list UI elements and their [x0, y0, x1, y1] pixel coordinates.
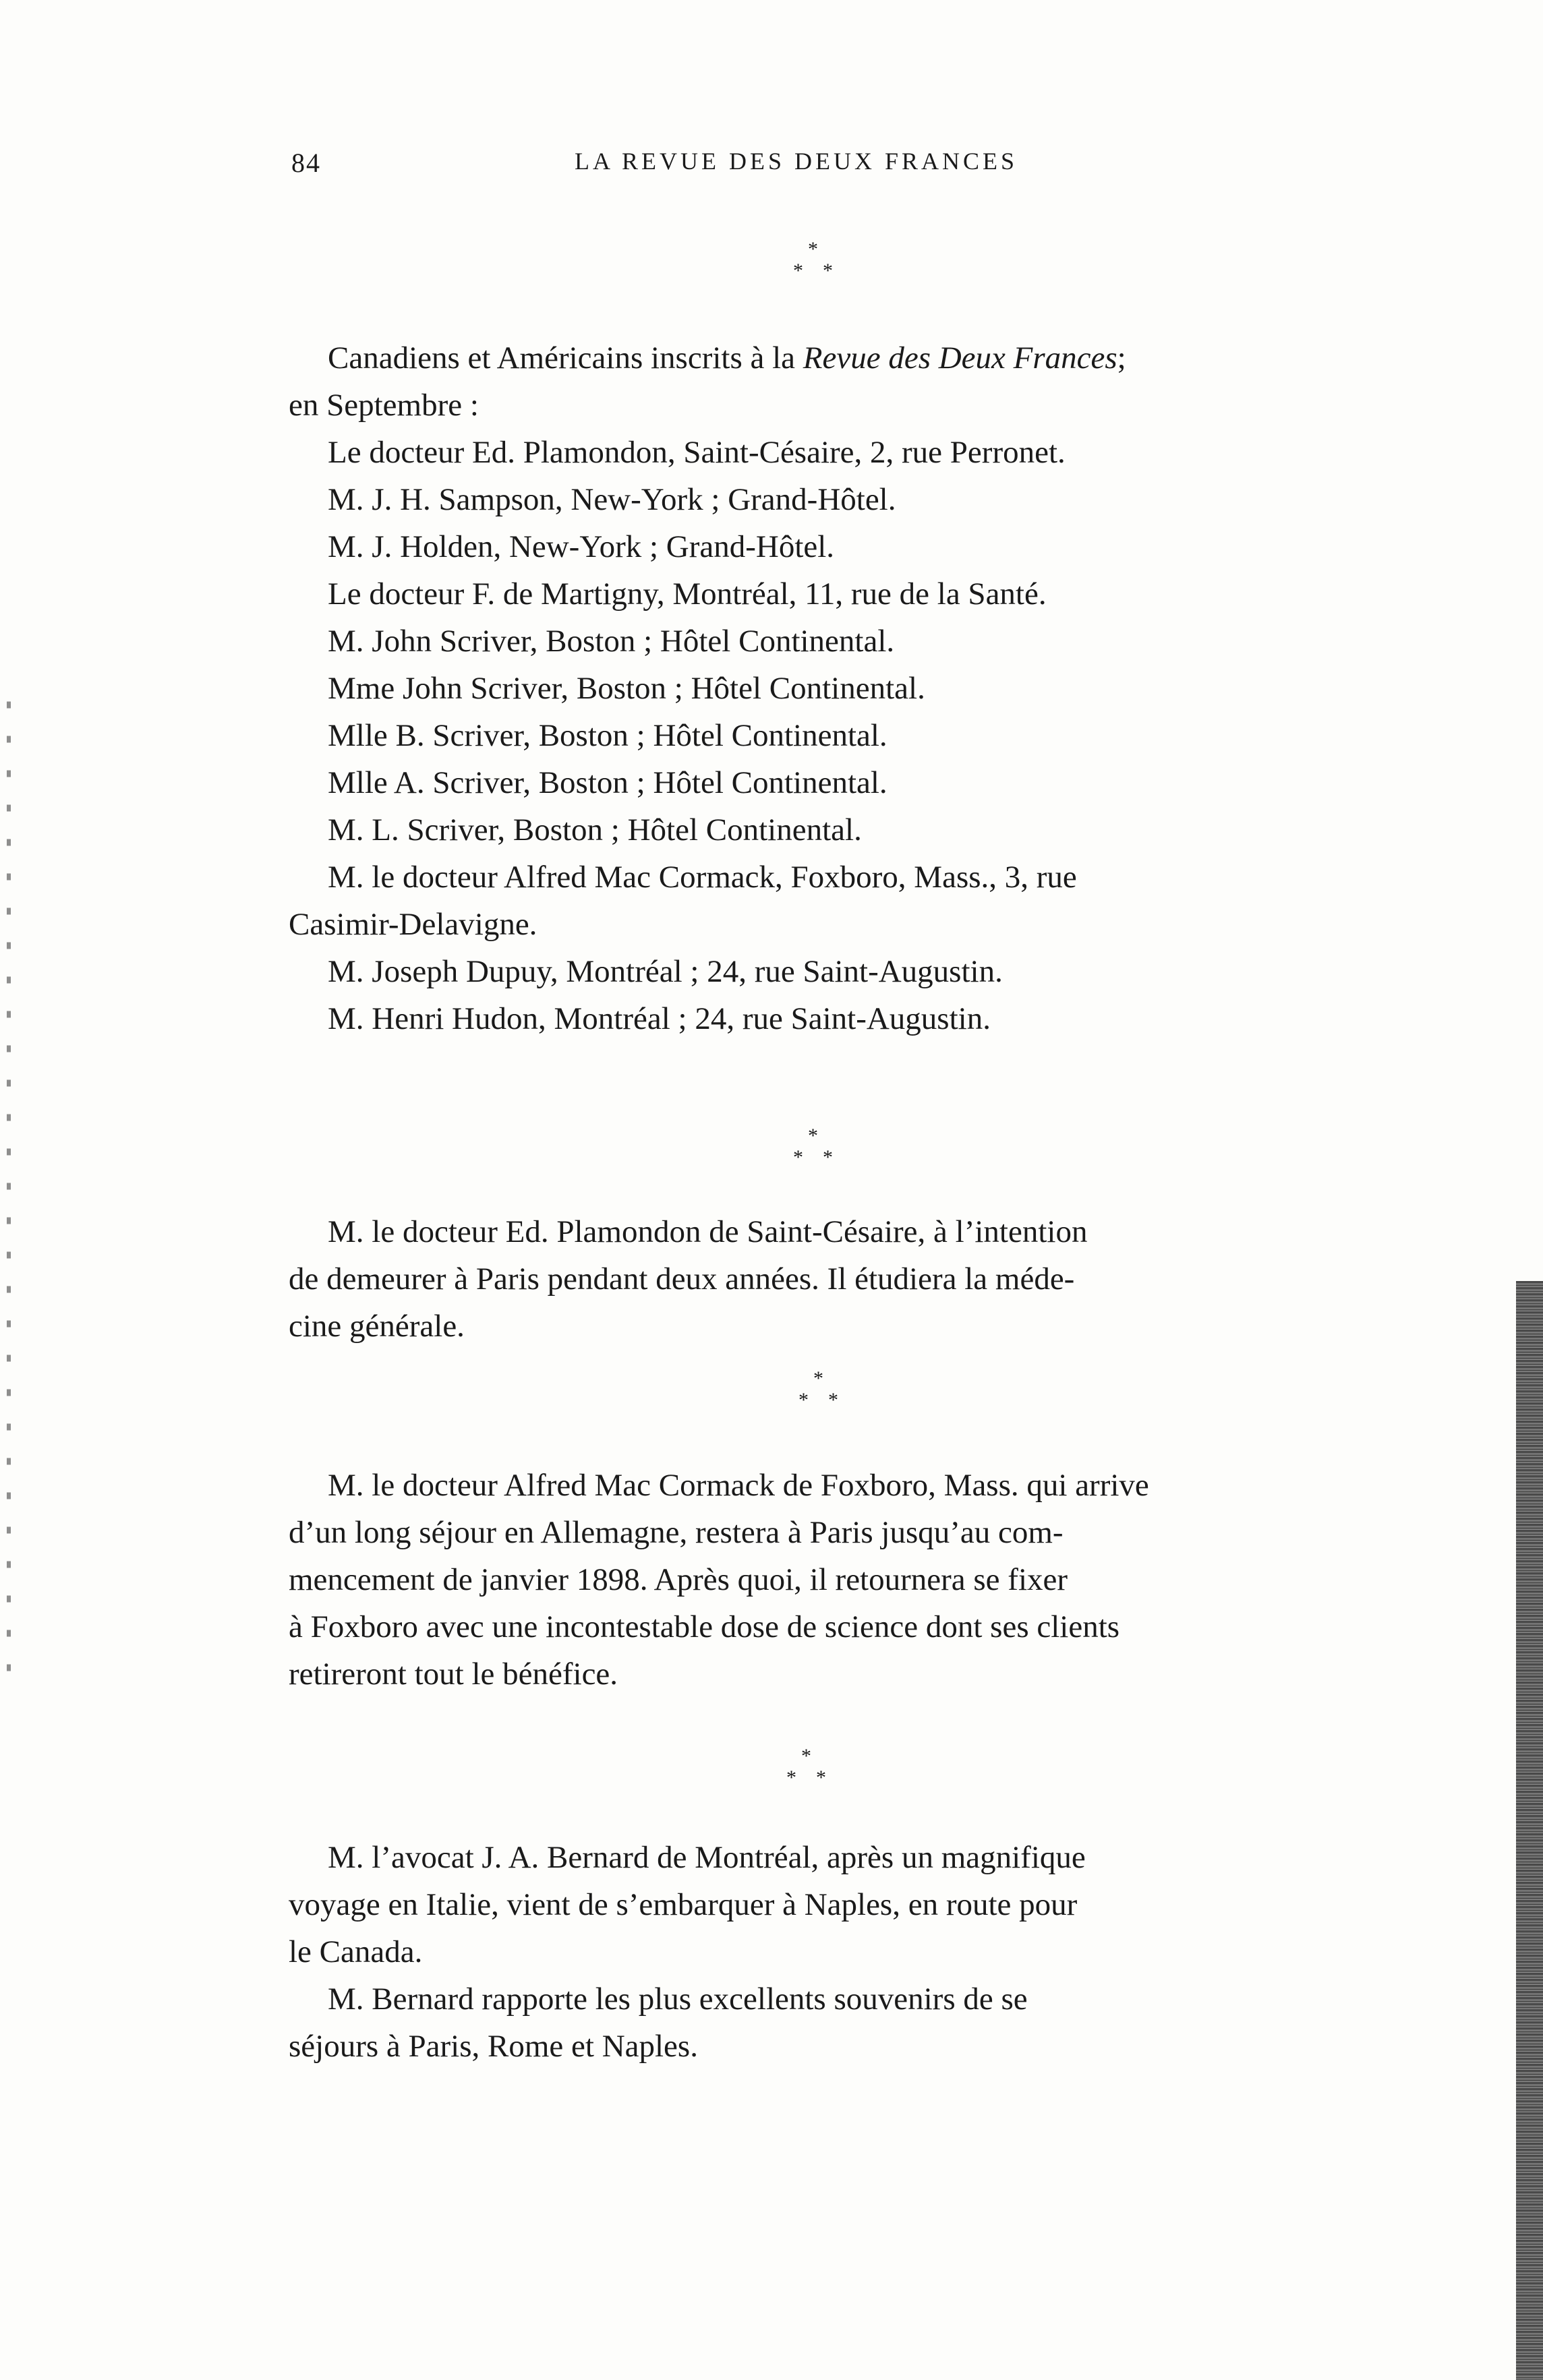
journal-title: Revue des Deux Frances — [803, 340, 1117, 376]
asterism-star: * — [813, 1367, 823, 1390]
paragraph-line: M. le docteur Ed. Plamondon de Saint-Césaire, à l’intention — [328, 1214, 1088, 1249]
asterism-star: * — [816, 1766, 826, 1789]
asterism-separator — [776, 239, 856, 287]
asterism-separator — [769, 1746, 850, 1793]
paragraph-line: cine générale. — [289, 1309, 465, 1344]
registrant-entry: M. J. Holden, New-York ; Grand-Hôtel. — [328, 529, 835, 564]
scan-edge-shadow — [1516, 1281, 1543, 2380]
registrant-entry: M. L. Scriver, Boston ; Hôtel Continental. — [328, 812, 862, 847]
asterism-star: * — [808, 1125, 818, 1147]
asterism-star: * — [793, 1146, 803, 1168]
paragraph-line: mencement de janvier 1898. Après quoi, il retournera se fixer — [289, 1562, 1068, 1597]
asterism-separator — [781, 1369, 862, 1416]
paragraph-line: d’un long séjour en Allemagne, restera à Paris jusqu’au com- — [289, 1515, 1064, 1550]
registrant-entry: M. Henri Hudon, Montréal ; 24, rue Saint-Augustin. — [328, 1001, 991, 1036]
news-paragraph-mac-cormack — [289, 1462, 1368, 1698]
asterism-star: * — [801, 1745, 811, 1767]
paragraph-line: M. l’avocat J. A. Bernard de Montréal, après un magnifique — [328, 1840, 1086, 1875]
section-intro-continued: en Septembre : — [289, 388, 479, 423]
registrant-entry: Mlle B. Scriver, Boston ; Hôtel Continental. — [328, 718, 887, 753]
asterism-star: * — [786, 1766, 796, 1789]
paragraph-line: à Foxboro avec une incontestable dose de science dont ses clients — [289, 1609, 1120, 1644]
asterism-star: * — [823, 1146, 833, 1168]
page-number: 84 — [291, 148, 321, 178]
paragraph-line: M. Bernard rapporte les plus excellents souvenirs de se — [328, 1982, 1028, 2017]
registrant-entry: Mlle A. Scriver, Boston ; Hôtel Continental. — [328, 765, 887, 800]
running-title: LA REVUE DES DEUX FRANCES — [575, 148, 1018, 175]
asterism-star: * — [793, 260, 803, 282]
registrant-entry: M. John Scriver, Boston ; Hôtel Continental. — [328, 624, 895, 659]
intro-text: Canadiens et Américains inscrits à la — [328, 340, 803, 376]
registrant-entry: Le docteur F. de Martigny, Montréal, 11, rue de la Santé. — [328, 576, 1047, 612]
asterism-star: * — [808, 238, 818, 260]
asterism-star: * — [823, 260, 833, 282]
registrant-entry: M. le docteur Alfred Mac Cormack, Foxboro, Mass., 3, rue — [328, 860, 1077, 895]
paragraph-line: retireront tout le bénéfice. — [289, 1657, 618, 1692]
asterism-separator — [776, 1126, 856, 1173]
section-intro — [289, 334, 1368, 382]
running-header — [291, 147, 1377, 187]
registrants-section — [289, 334, 1368, 1042]
intro-punctuation: ; — [1117, 340, 1126, 376]
paragraph-line: M. le docteur Alfred Mac Cormack de Foxboro, Mass. qui arrive — [328, 1468, 1149, 1503]
registrant-entry: Le docteur Ed. Plamondon, Saint-Césaire, 2, rue Perronet. — [328, 435, 1066, 470]
paragraph-line: voyage en Italie, vient de s’embarquer à Naples, en route pour — [289, 1887, 1078, 1922]
scan-edge-specks — [7, 674, 11, 1686]
registrant-entry: M. J. H. Sampson, New-York ; Grand-Hôtel. — [328, 482, 896, 517]
asterism-star: * — [798, 1389, 809, 1411]
news-paragraph-bernard — [289, 1834, 1368, 2070]
news-paragraph-plamondon — [289, 1208, 1368, 1350]
registrant-entry: Mme John Scriver, Boston ; Hôtel Continental. — [328, 671, 925, 706]
registrant-entry-continued: Casimir-Delavigne. — [289, 907, 537, 942]
asterism-star: * — [828, 1389, 838, 1411]
registrant-entry: M. Joseph Dupuy, Montréal ; 24, rue Saint-Augustin. — [328, 954, 1003, 989]
paragraph-line: séjours à Paris, Rome et Naples. — [289, 2029, 698, 2064]
paragraph-line: le Canada. — [289, 1934, 423, 1969]
paragraph-line: de demeurer à Paris pendant deux années. Il étudiera la méde- — [289, 1261, 1075, 1297]
